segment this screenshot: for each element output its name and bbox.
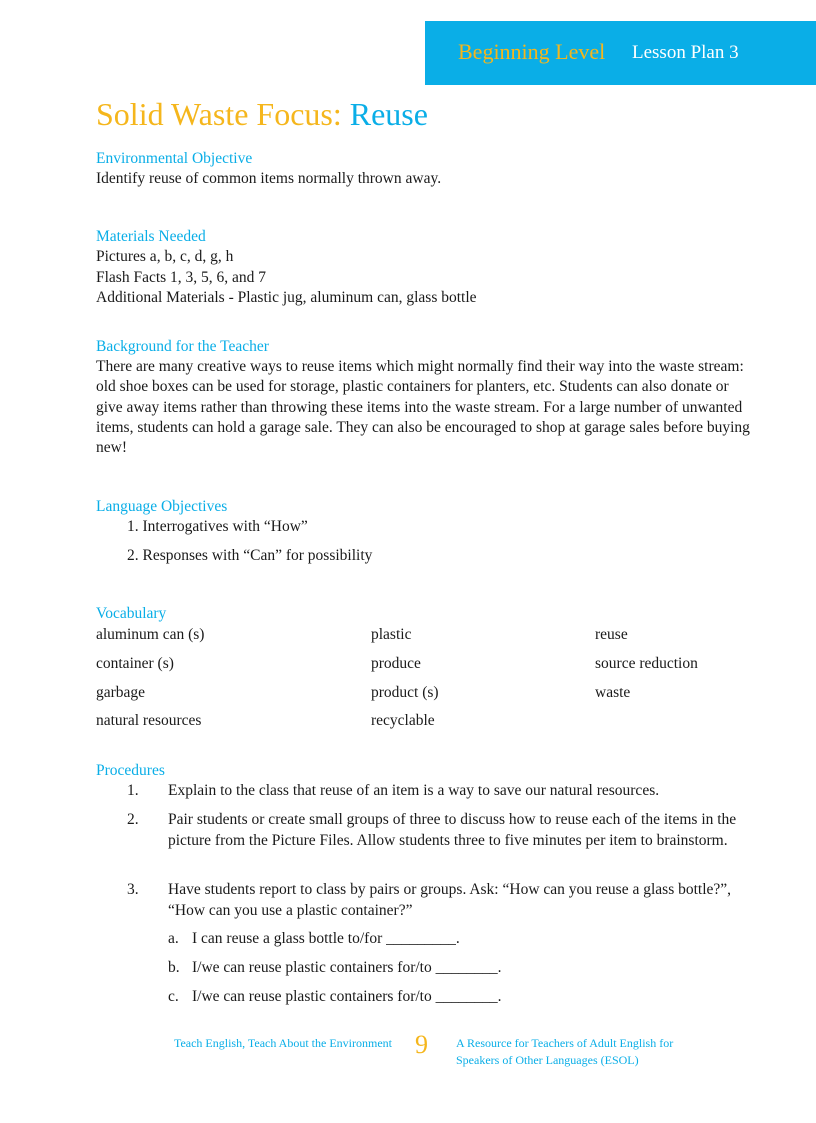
procedures-heading: Procedures [96,762,165,779]
vocab-term: source reduction [595,655,698,672]
vocabulary-heading: Vocabulary [96,605,167,622]
sub-item-text: I/we can reuse plastic containers for/to ________. [192,959,502,976]
language-objectives-heading: Language Objectives [96,498,228,515]
language-objective-item: 2. Responses with “Can” for possibility [127,547,373,564]
language-objective-item: 1. Interrogatives with “How” [127,518,308,535]
materials-line: Flash Facts 1, 3, 5, 6, and 7 [96,269,267,286]
vocab-term: recyclable [371,712,435,729]
vocab-term: product (s) [371,684,439,701]
vocab-term: waste [595,684,631,701]
page-title [96,96,428,133]
header-banner [425,21,816,85]
sub-item-text: I can reuse a glass bottle to/for _________. [192,930,460,947]
vocab-term: aluminum can (s) [96,626,205,643]
sub-item-letter: c. [168,988,179,1005]
procedure-text: Explain to the class that reuse of an item is a way to save our natural resources. [168,782,660,799]
procedure-number: 3. [127,881,139,898]
materials-line: Pictures a, b, c, d, g, h [96,248,234,265]
footer-left-text: Teach English, Teach About the Environment [173,1036,392,1050]
level-label: Beginning Level [458,39,606,64]
sub-item-text: I/we can reuse plastic containers for/to ________. [192,988,502,1005]
title-main: Solid Waste Focus: [96,96,350,132]
procedure-number: 1. [127,782,139,799]
procedure-text: Have students report to class by pairs or groups. Ask: “How can you reuse a glass bottle?”, “How can you use a plastic container?” [168,881,732,919]
environmental-objective-heading: Environmental Objective [96,150,253,167]
vocab-term: garbage [96,684,146,701]
environmental-objective-text: Identify reuse of common items normally thrown away. [96,170,442,187]
title-accent: Reuse [349,96,428,132]
procedure-number: 2. [127,811,139,828]
background-text: There are many creative ways to reuse items which might normally find their way into the waste stream: old shoe boxes can be used for storage, plastic containers for planters, etc. Students can also donate or give away items rather than throwing these items into the waste stream. For a large number of unwanted items, students can hold a garage sale. They can also be encouraged to shop at garage sales before buying new! [96,358,750,457]
sub-item-letter: b. [168,959,180,976]
sub-item-letter: a. [168,930,179,947]
vocab-term: produce [371,655,421,672]
procedure-text: Pair students or create small groups of three to discuss how to reuse each of the items in the picture from the Picture Files. Allow students three to five minutes per item to brainstorm. [168,811,737,849]
footer-right-text: A Resource for Teachers of Adult English for Speakers of Other Languages (ESOL) [456,1036,674,1067]
vocab-term: plastic [371,626,412,643]
background-heading: Background for the Teacher [96,338,269,355]
vocab-term: reuse [595,626,628,643]
lesson-plan-label: Lesson Plan 3 [632,42,739,63]
vocab-term: natural resources [96,712,202,729]
materials-heading: Materials Needed [96,228,206,245]
page-number: 9 [415,1030,428,1059]
materials-line: Additional Materials - Plastic jug, aluminum can, glass bottle [96,289,477,306]
vocab-term: container (s) [96,655,174,672]
